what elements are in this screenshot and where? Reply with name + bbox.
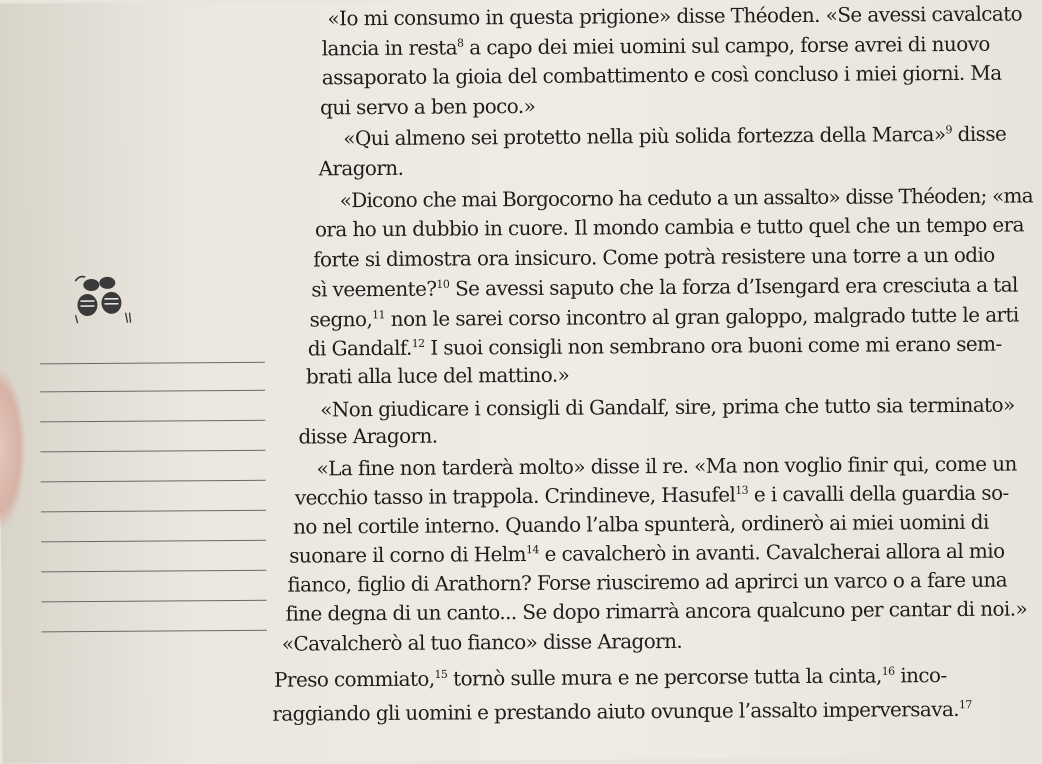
text-line: sì veemente?$^{10}$ Se avessi saputo che la forza d’Isengard era cresciuta a tal [311,273,1018,302]
text-line: disse Aragorn. [298,424,437,449]
text-line: assaporato la gioia del combattimento e così concluso i miei giorni. Ma [322,61,1002,90]
footnote-ref: 16 [882,665,895,678]
footnote-ref: 17 [959,698,972,711]
footnote-ref: 11 [372,308,385,321]
footnote-ref: 10 [436,278,449,291]
text-line: fine degna di un canto... Se dopo rimarrà ancora qualcuno per cantar di noi.» [286,596,1028,625]
text-line: lancia in resta$^8$ a capo dei miei uomini sul campo, forse avrei di nuovo [322,32,990,61]
text-line: «Io mi consumo in questa prigione» disse Théoden. «Se avessi cavalcato [327,1,1022,30]
footnote-ref: 15 [434,668,447,681]
text-line: ora ho un dubbio in cuore. Il mondo cambia e tutto quel che un tempo era [315,212,1024,241]
text-line: «Cavalcherò al tuo fianco» disse Aragorn. [282,629,682,656]
text-line: fianco, figlio di Arathorn? Forse riusciremo ad aprirci un varco o a fare una [287,568,1007,597]
text-line: Preso commiato,$^{15}$ tornò sulle mura e ne percorse tutta la cinta,$^{16}$ inco- [274,663,947,692]
emblem-icon [71,273,131,328]
text-line: suonare il corno di Helm$^{14}$ e cavalcherò in avanti. Cavalcherai allora al mio [289,539,1004,568]
footnote-ref: 13 [735,484,748,497]
text-line: «Non giudicare i consigli di Gandalf, sire, prima che tutto sia terminato» [320,393,1015,422]
footnote-ref: 8 [457,37,463,50]
text-line: «Qui almeno sei protetto nella più solida fortezza della Marca»$^9$ disse [343,122,1006,151]
text-line: di Gandalf.$^{12}$ I suoi consigli non sembrano ora buoni come mi erano sem- [308,332,1002,361]
text-line: qui servo a ben poco.» [320,94,535,120]
text-line: Aragorn. [318,156,403,181]
text-line: raggiando gli uomini e prestando aiuto ovunque l’assalto imperversava.$^{17}$ [272,697,972,726]
text-line: no nel cortile interno. Quando l’alba spunterà, ordinerò ai miei uomini di [293,510,989,539]
text-line: segno,$^{11}$ non le sarei corso incontro al gran galoppo, malgrado tutte le arti [309,303,1018,332]
text-line: forte si dimostra ora insicuro. Come potrà resistere una torre a un odio [313,243,995,272]
text-line: «La fine non tarderà molto» disse il re. «Ma non voglio finir qui, come un [317,452,1017,481]
footnote-ref: 14 [526,543,539,556]
text-line: «Dicono che mai Borgocorno ha ceduto a un assalto» disse Théoden; «ma [340,183,1033,212]
thumb-finger [0,368,26,528]
text-line: brati alla luce del mattino.» [306,363,569,389]
text-line: vecchio tasso in trappola. Crindineve, Hasufel$^{13}$ e i cavalli della guardia so- [295,481,1009,510]
footnote-ref: 9 [945,123,951,136]
margin-rules [40,362,272,654]
footnote-ref: 12 [412,337,425,350]
